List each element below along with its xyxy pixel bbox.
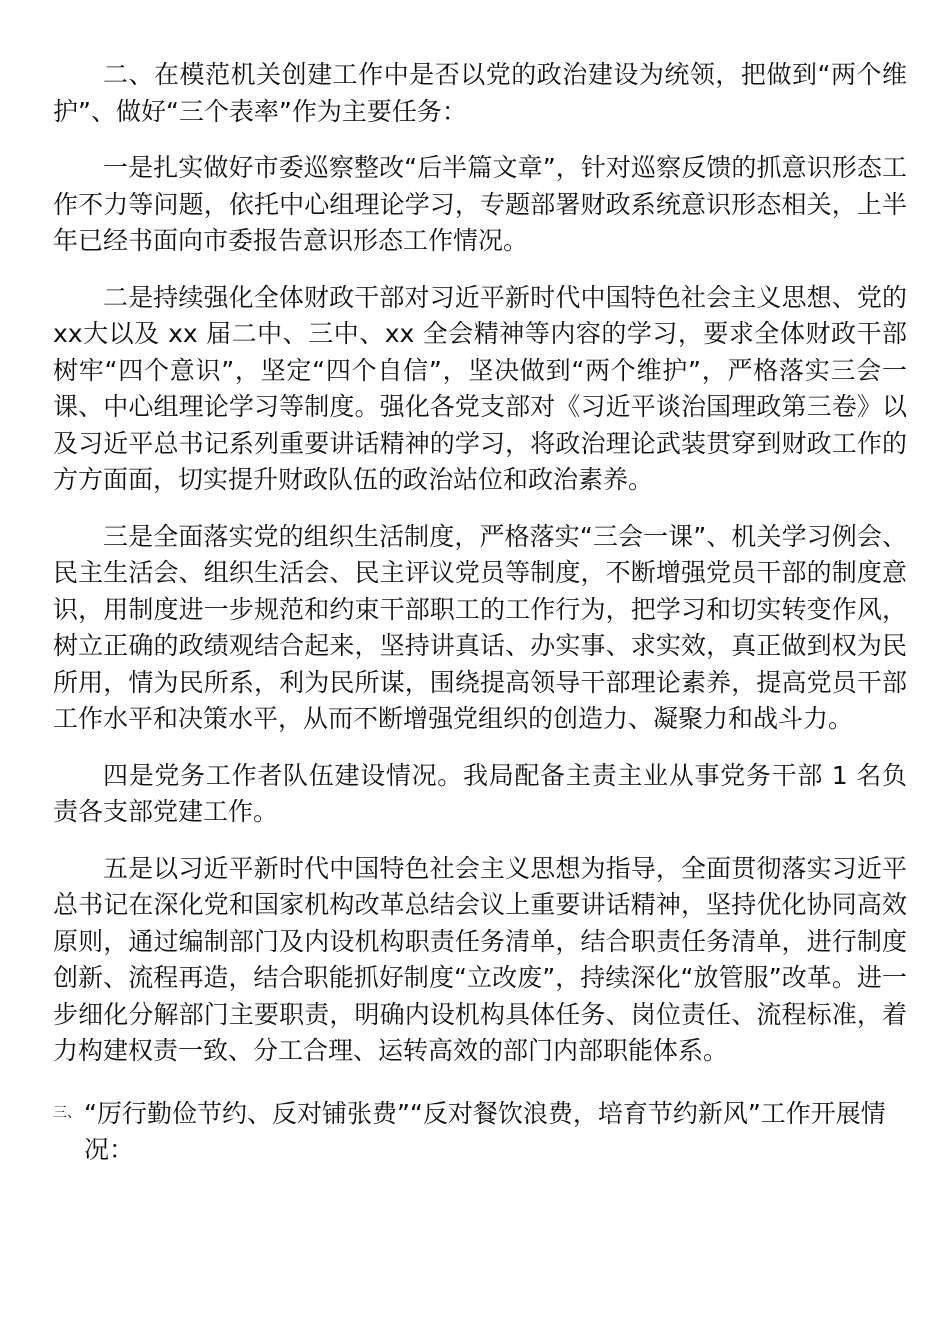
paragraph-item-4: 四是党务工作者队伍建设情况。我局配备主责主业从事党务干部 1 名负责各支部党建工作。: [53, 760, 907, 826]
section-3-number: 三、: [53, 1104, 81, 1121]
paragraph-item-1: 一是扎实做好市委巡察整改“后半篇文章”，针对巡察反馈的抓意识形态工作不力等问题，依托中心组理论学习，专题部署财政系统意识形态相关，上半年已经书面向市委报告意识形态工作情况。: [53, 153, 907, 255]
document-page: [53, 57, 907, 1169]
section-3-heading-text: “厉行勤俭节约、反对铺张费”“反对餐饮浪费，培育节约新风”工作开展情况：: [84, 1098, 886, 1164]
paragraph-item-5: 五是以习近平新时代中国特色社会主义思想为指导，全面贯彻落实习近平总书记在深化党和国家机构改革总结会议上重要讲话精神，坚持优化协同高效原则，通过编制部门及内设机构职责任务清单，结合职责任务清单，进行制度创新、流程再造，结合职能抓好制度“立改废”，持续深化“放管服”改革。进一步细化分解部门主要职责，明确内设机构具体任务、岗位责任、流程标准，着力构建权责一致、分工合理、运转高效的部门内部职能体系。: [53, 853, 907, 1065]
section-2-heading: 二、在模范机关创建工作中是否以党的政治建设为统领，把做到“两个维护”、做好“三个表率”作为主要任务：: [53, 60, 907, 126]
paragraph-item-3: 三是全面落实党的组织生活制度，严格落实“三会一课”、机关学习例会、民主生活会、组织生活会、民主评议党员等制度，不断增强党员干部的制度意识，用制度进一步规范和约束干部职工的工作行为，把学习和切实转变作风，树立正确的政绩观结合起来，坚持讲真话、办实事、求实效，真正做到权为民所用，情为民所系，利为民所谋，围绕提高领导干部理论素养，提高党员干部工作水平和决策水平，从而不断增强党组织的创造力、凝聚力和战斗力。: [53, 521, 907, 733]
section-3-heading: [53, 1096, 907, 1169]
paragraph-item-2: 二是持续强化全体财政干部对习近平新时代中国特色社会主义思想、党的 xx大以及 xx 届二中、三中、xx 全会精神等内容的学习，要求全体财政干部树牢“四个意识”，坚定“四个自信”，坚决做到“两个维护”，严格落实三会一课、中心组理论学习等制度。强化各党支部对《习近平谈治国理政第三卷》以及习近平总书记系列重要讲话精神的学习，将政治理论武装贯穿到财政工作的方方面面，切实提升财政队伍的政治站位和政治素养。: [53, 282, 907, 494]
